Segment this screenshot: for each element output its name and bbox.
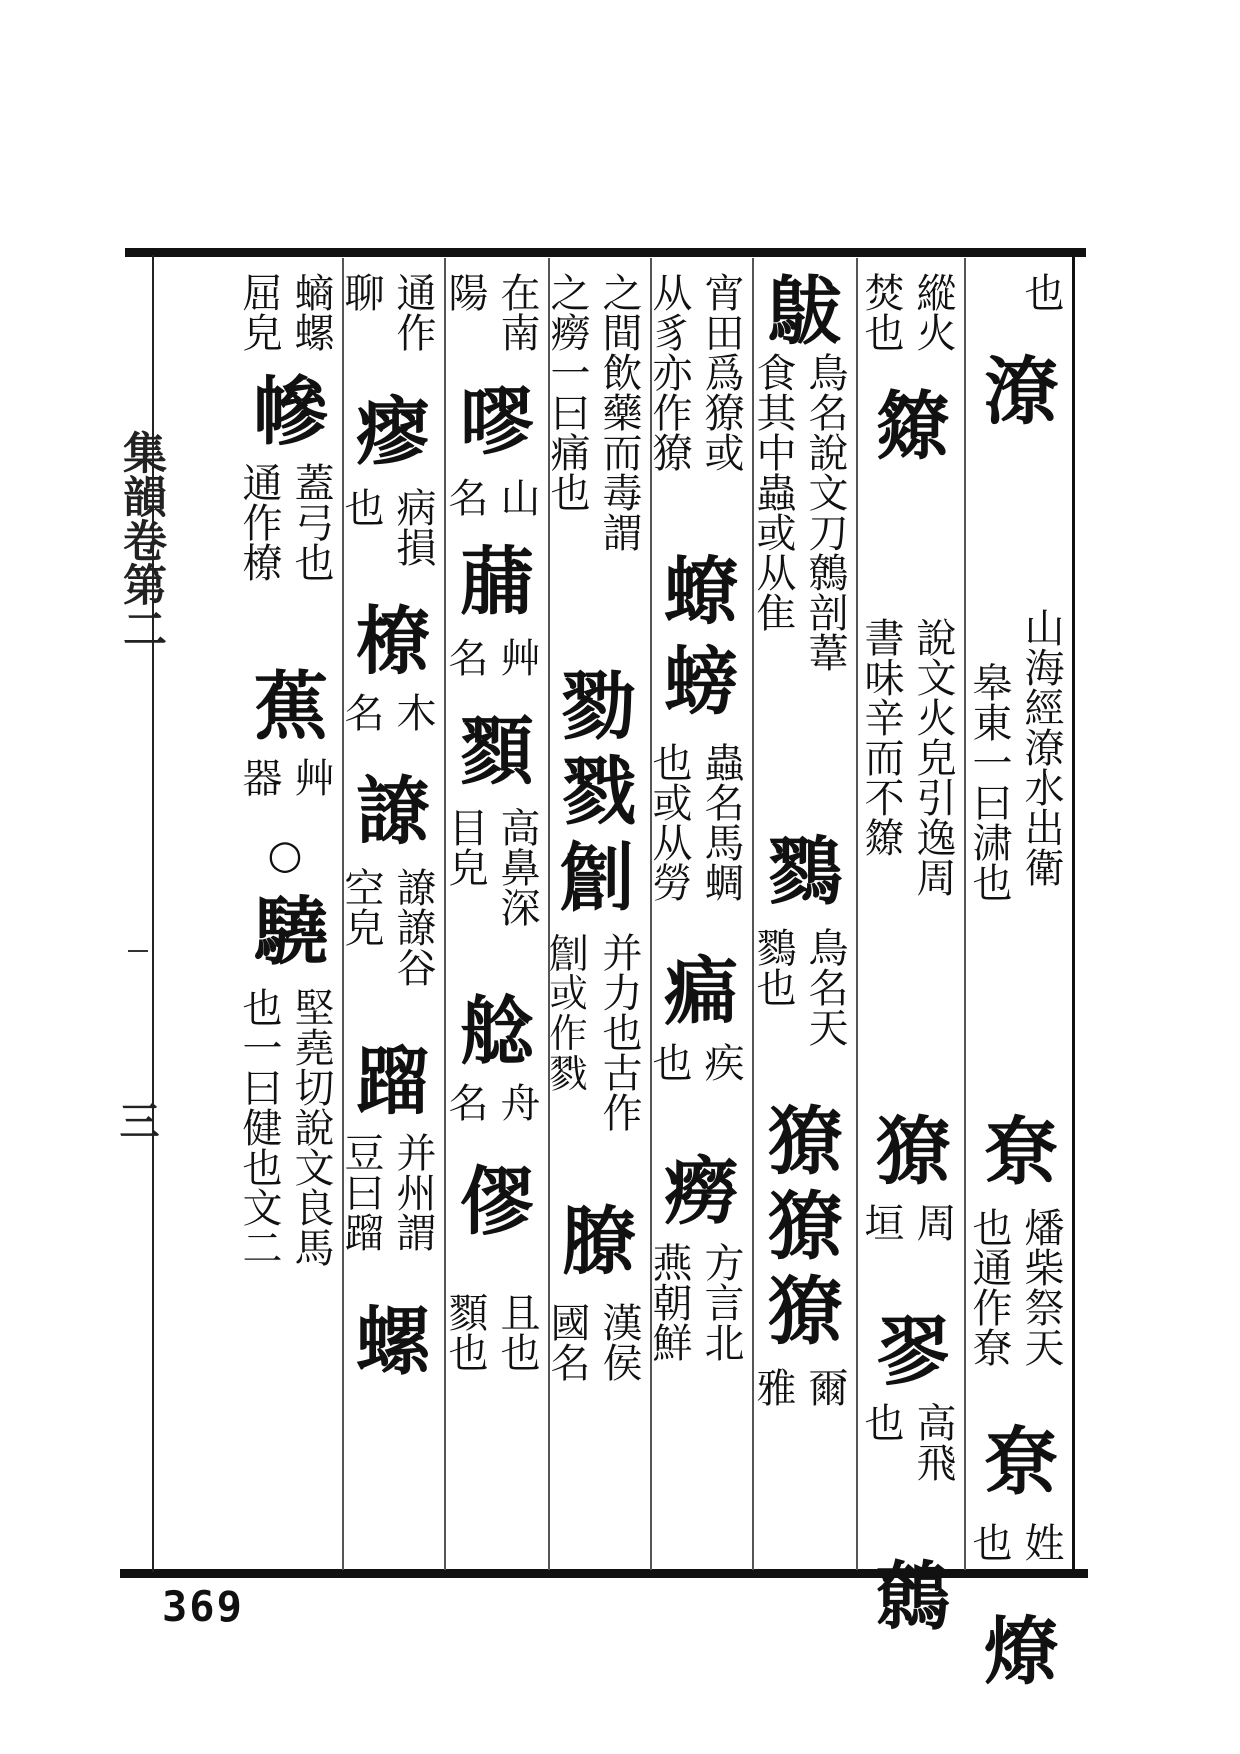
annotation-text: 也 (646, 1042, 692, 1082)
headword: 蹓 (344, 1042, 430, 1116)
annotation-text: 艸 (288, 757, 334, 797)
annotation-text: 从豸亦作獠 (646, 272, 692, 472)
page-number: 369 (162, 1582, 244, 1631)
headword: 燎 (972, 1612, 1058, 1686)
annotation-text: 周 (910, 1202, 956, 1242)
annotation-text: 爾 (802, 1367, 848, 1407)
headword: 䜍 (344, 772, 430, 846)
annotation-text: 蓋弓也 (288, 462, 334, 582)
annotation-text: 名 (442, 637, 488, 677)
annotation-text: 名 (442, 1082, 488, 1122)
annotation-text: 在南 (494, 272, 540, 352)
annotation-text: 燕朝鮮 (646, 1242, 692, 1362)
annotation-text: 鷚也 (750, 927, 796, 1007)
headword: 䳁 (756, 272, 842, 346)
annotation-text: 焚也 (858, 272, 904, 352)
annotation-text: 皋東一曰㴋也 (966, 662, 1012, 902)
annotation-text: 姓 (1018, 1522, 1064, 1562)
annotation-text: 䜍䜍谷 (390, 867, 436, 987)
annotation-text: 也 (338, 487, 384, 527)
headword: 翏 (864, 1312, 950, 1386)
annotation-text: 書味辛而不爒 (858, 617, 904, 857)
text-column (644, 272, 748, 1562)
headword: 潦 (972, 352, 1058, 426)
annotation-text: 燔柴祭天 (1018, 1207, 1064, 1367)
annotation-text: 器 (236, 757, 282, 797)
annotation-text: 疾 (698, 1042, 744, 1082)
annotation-text: 通作橑 (236, 462, 282, 582)
gutter-tick (128, 950, 148, 952)
annotation-text: 鳥名天 (802, 927, 848, 1047)
annotation-text: 堅堯切說文良馬 (288, 987, 334, 1267)
annotation-text: 舟 (494, 1082, 540, 1122)
annotation-text: 垣 (858, 1202, 904, 1242)
annotation-text: 漢侯 (596, 1302, 642, 1382)
headword: 㾫 (652, 952, 738, 1026)
annotation-text: 鳥名說文刀鷯剖葦 (802, 352, 848, 672)
annotation-text: 目皃 (442, 807, 488, 887)
annotation-text: 名 (442, 477, 488, 517)
annotation-text: 病損 (390, 487, 436, 567)
annotation-text: 國名 (544, 1302, 590, 1382)
folio-mark: 三 (113, 1100, 160, 1140)
headword: 幓 (242, 372, 328, 446)
headword: 蕉 (242, 667, 328, 741)
annotation-text: 宵田爲獠或 (698, 272, 744, 472)
annotation-text: 也一曰健也文二 (236, 987, 282, 1267)
headword: 橑 (344, 602, 430, 676)
annotation-text: 之間飲藥而毒謂 (596, 272, 642, 552)
headword: 𠟧 (550, 837, 636, 911)
headword: 獠 (756, 1187, 842, 1261)
annotation-text: 食其中蟲或从隹 (750, 352, 796, 632)
headword: 蟟 (652, 552, 738, 626)
annotation-text: 且也 (494, 1292, 540, 1372)
annotation-text: 雅 (750, 1367, 796, 1407)
annotation-text: 也通作尞 (966, 1207, 1012, 1367)
text-column (234, 272, 338, 1562)
annotation-text: 高飛 (910, 1402, 956, 1482)
annotation-text: 說文火皃引逸周 (910, 617, 956, 897)
headword: 驍 (242, 892, 328, 966)
annotation-text: ○ (262, 832, 308, 878)
text-column (336, 272, 440, 1562)
text-column (964, 272, 1068, 1686)
headword: 鷚 (756, 832, 842, 906)
annotation-text: 𠟧或作戮 (544, 932, 590, 1092)
annotation-text: 縱火 (910, 272, 956, 352)
annotation-text: 山 (494, 477, 540, 517)
annotation-text: 也 (966, 1522, 1012, 1562)
annotation-text: 名 (338, 692, 384, 732)
headword: 獠 (756, 1102, 842, 1176)
headword: 螃 (652, 642, 738, 716)
headword: 艌 (448, 992, 534, 1066)
annotation-text: 也 (858, 1402, 904, 1442)
annotation-text: 螪螺 (288, 272, 334, 352)
headword: 嘐 (448, 382, 534, 456)
annotation-text: 蟲名馬蜩 (698, 742, 744, 902)
text-column (856, 272, 960, 1631)
annotation-text: 豆曰蹓 (338, 1132, 384, 1252)
headword: 爒 (864, 387, 950, 461)
headword: 尞 (972, 1422, 1058, 1496)
headword: 戮 (550, 752, 636, 826)
headword: 顟 (448, 712, 534, 786)
headword: 膫 (550, 1202, 636, 1276)
annotation-text: 顟也 (442, 1292, 488, 1372)
text-column (440, 272, 544, 1562)
headword: 勠 (550, 667, 636, 741)
headword: 獠 (756, 1272, 842, 1346)
headword: 僇 (448, 1162, 534, 1236)
headword: 螺 (344, 1302, 430, 1376)
headword: 䔕 (448, 542, 534, 616)
annotation-text: 也或从勞 (646, 742, 692, 902)
text-column (748, 272, 852, 1562)
annotation-text: 方言北 (698, 1242, 744, 1362)
annotation-text: 屈皃 (236, 272, 282, 352)
annotation-text: 之癆一曰痛也 (544, 272, 590, 512)
annotation-text: 高鼻深 (494, 807, 540, 927)
text-column (542, 272, 646, 1562)
headword: 鷯 (864, 1557, 950, 1631)
annotation-text: 通作 (390, 272, 436, 352)
annotation-text: 聊 (338, 272, 384, 312)
annotation-text: 陽 (442, 272, 488, 312)
annotation-text: 木 (390, 692, 436, 732)
annotation-text: 艸 (494, 637, 540, 677)
headword: 癆 (652, 1152, 738, 1226)
annotation-text: 也 (1018, 272, 1064, 312)
annotation-text: 并州謂 (390, 1132, 436, 1252)
annotation-text: 并力也古作 (596, 932, 642, 1132)
headword: 獠 (864, 1112, 950, 1186)
headword: 瘳 (344, 392, 430, 466)
headword: 尞 (972, 1112, 1058, 1186)
annotation-text: 山海經潦水出衛 (1018, 607, 1064, 887)
gutter-title: 集韻卷第二 (115, 430, 166, 650)
annotation-text: 空皃 (338, 867, 384, 947)
